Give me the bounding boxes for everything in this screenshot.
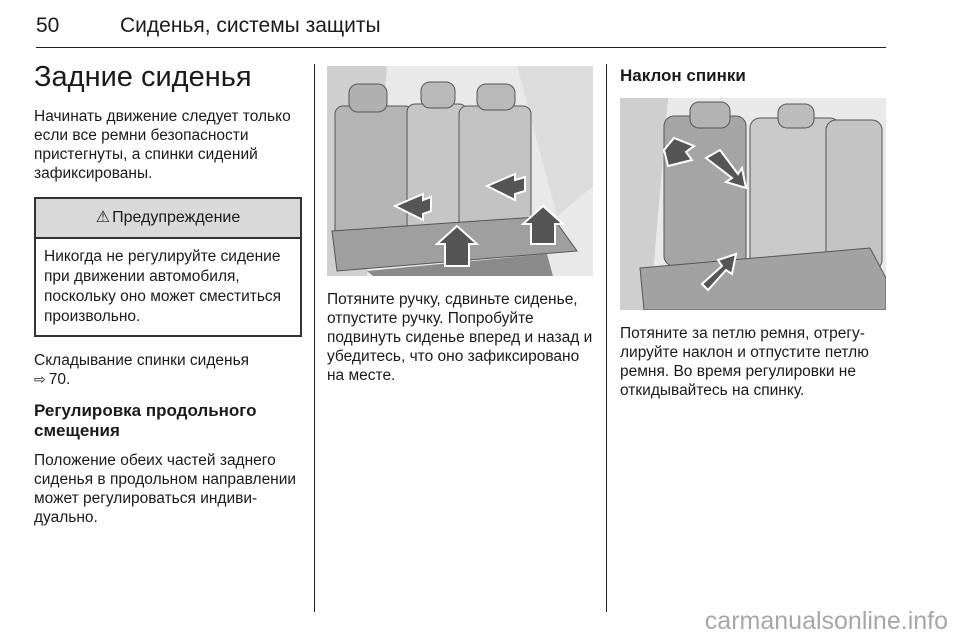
recline-caption: Потяните за петлю ремня, отрегулируйте наклон и отпустите петлю ремня. Во время регулировки не откидывайтесь на спинку. [620,325,869,399]
folding-reference [34,351,302,389]
seat-recline-illustration [620,98,886,310]
watermark: carmanualsonline.info [704,607,948,635]
seat-slide-illustration [327,66,593,276]
slide-caption: Потяните ручку, сдвиньте сиденье, отпустите ручку. Попробуйте подвинуть сиденье вперед и назад и убедитесь, что оно зафиксировано на месте. [327,291,593,384]
section-title: Сиденья, системы защиты [120,14,381,37]
warning-body [36,239,300,335]
page-header [36,8,886,44]
page-title: Задние сиденья [34,61,252,93]
column-1 [34,60,302,527]
adjustment-text: Положение обеих частей заднего сиденья в продольном направлении может регулироваться индивидуально. [34,452,297,526]
column-divider [314,64,315,612]
header-rule [36,47,886,48]
recline-heading: Наклон спинки [620,66,746,85]
folding-ref-label: Складывание спинки сиденья [34,352,250,369]
page-number: 50 [36,14,60,37]
column-divider [606,64,607,612]
column-2 [327,66,593,385]
column-3 [620,60,886,400]
intro-text: Начинать движение следует только если все ремни безопасности пристегнуты, а спинки сидений зафиксированы. [34,108,291,182]
folding-ref-page-link[interactable]: 70. [48,371,71,388]
warning-triangle-icon: ⚠ [95,209,111,226]
warning-header [36,199,300,239]
warning-title: Предупреждение [112,209,241,226]
warning-text: Никогда не регулируйте сидение при движении автомобиля, поскольку оно может сместиться произвольно. [44,248,282,325]
subheading-adjustment: Регулировка продольного смещения [34,401,257,440]
reference-arrow-icon: ⇨ [34,371,46,387]
warning-box [34,197,302,337]
